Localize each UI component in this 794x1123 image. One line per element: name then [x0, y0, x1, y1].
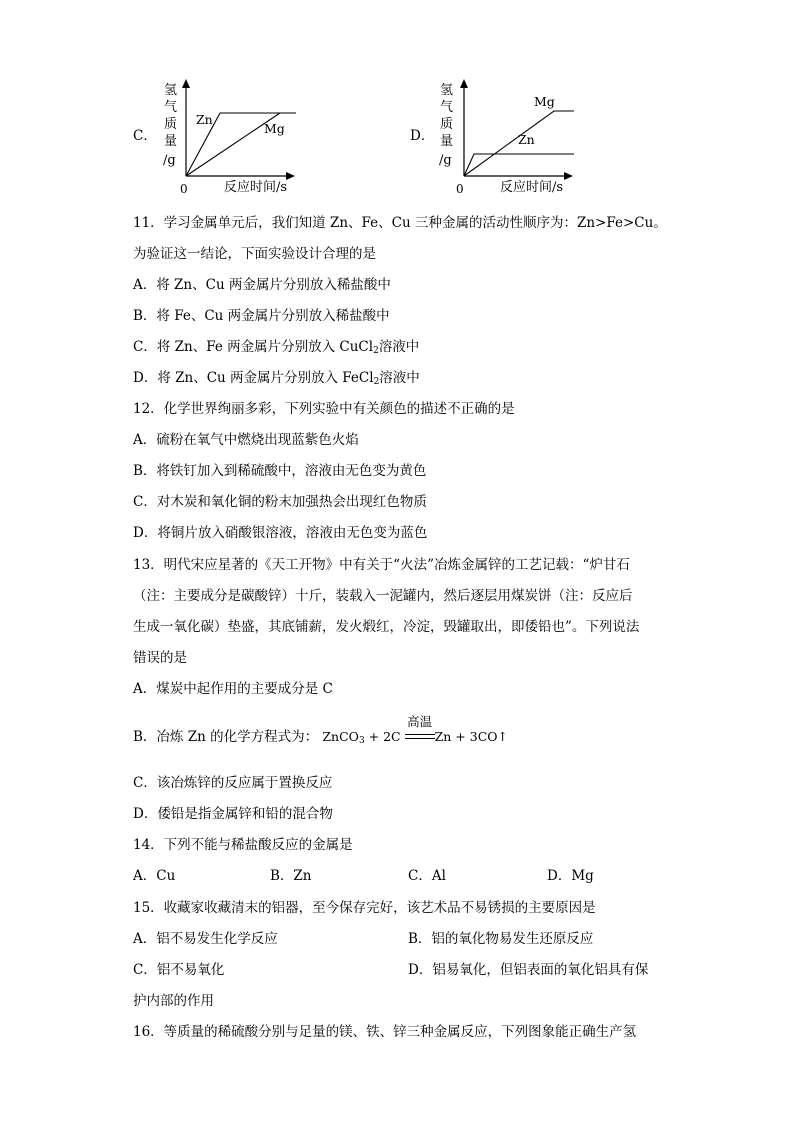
graph-d-option-label: D．: [410, 128, 435, 144]
q11-option-d-text: D．将 Zn、Cu 两金属片分别放入 FeCl: [133, 370, 374, 386]
eq-double-line: [405, 734, 435, 739]
q11-stem-1: 11．学习金属单元后，我们知道 Zn、Fe、Cu 三种金属的活动性顺序为：Zn>Fe>Cu。: [133, 215, 667, 231]
graph-d-ylabel-4: 量: [440, 134, 454, 149]
q11-option-c-post: 溶液中: [378, 339, 420, 355]
eq-condition: 高温: [407, 713, 433, 729]
graph-d-x-arrow: [564, 172, 573, 180]
q11-option-d: [133, 368, 420, 392]
q13-stem-1: 13．明代宋应星著的《天工开物》中有关于“火法”冶炼金属锌的工艺记载：“炉甘石: [133, 557, 630, 573]
q15-stem: 15．收藏家收藏清末的铝器，至今保存完好，该艺术品不易锈损的主要原因是: [133, 900, 596, 916]
graph-d-y-arrow: [460, 79, 468, 88]
q11-option-d-post: 溶液中: [379, 370, 420, 386]
graph-d-ylabel-3: 质: [440, 117, 454, 132]
eq-plus: + 2C: [364, 729, 401, 744]
graph-c-xlabel: 反应时间/s: [224, 180, 288, 195]
q13-option-b: [133, 713, 508, 751]
chemical-equation: [322, 713, 508, 746]
graph-c-svg: [130, 76, 320, 196]
eq-right: Zn + 3CO↑: [434, 729, 508, 744]
graph-d-ylabel-2: 气: [440, 100, 454, 115]
graph-d-line-zn: [464, 154, 574, 176]
q16-stem: 16．等质量的稀硫酸分别与足量的镁、铁、锌三种金属反应，下列图象能正确生产氢: [133, 1024, 637, 1040]
q11-stem-2: 为验证这一结论，下面实验设计合理的是: [133, 246, 376, 262]
graph-c-x-arrow: [286, 172, 295, 180]
eq-left: ZnCO: [322, 729, 359, 744]
q13-stem-2: （注：主要成分是碳酸锌）十斤，装载入一泥罐内，然后逐层用煤炭饼（注：反应后: [133, 588, 633, 604]
q15-option-d-line2: 护内部的作用: [133, 993, 214, 1009]
graph-c-ylabel-1: 氢: [164, 83, 178, 98]
eq-condition-arrow: [405, 713, 435, 745]
q14-option-c: C．Al: [408, 868, 446, 884]
q15-option-b: B．铝的氧化物易发生还原反应: [408, 931, 594, 947]
graph-c-ylabel-5: /g: [163, 153, 176, 168]
graph-d-ylabel-1: 氢: [440, 83, 454, 98]
graph-d-label-zn: Zn: [518, 132, 535, 147]
eq-sub: 3: [358, 736, 365, 746]
graph-option-d: [408, 76, 598, 196]
q12-option-b: B．将铁钉加入到稀硫酸中，溶液由无色变为黄色: [133, 463, 427, 479]
q11-option-c-text: C．将 Zn、Fe 两金属片分别放入 CuCl: [133, 339, 374, 355]
q11-option-a: A．将 Zn、Cu 两金属片分别放入稀盐酸中: [133, 277, 391, 293]
q11-option-c: [133, 337, 419, 361]
q13-option-d: D．倭铅是指金属锌和铅的混合物: [133, 806, 333, 822]
graph-c-ylabel-2: 气: [164, 100, 178, 115]
q15-option-c: C．铝不易氧化: [133, 962, 225, 978]
q14-option-a: A．Cu: [133, 868, 176, 884]
q12-stem: 12．化学世界绚丽多彩，下列实验中有关颜色的描述不正确的是: [133, 401, 515, 417]
q12-option-d: D．将铜片放入硝酸银溶液，溶液由无色变为蓝色: [133, 525, 428, 541]
graph-c-label-mg: Mg: [264, 121, 285, 136]
q11-option-c-sub: 2: [373, 346, 379, 356]
q13-option-a: A．煤炭中起作用的主要成分是 C: [133, 681, 333, 697]
q11-option-d-sub: 2: [373, 377, 380, 387]
q13-stem-4: 错误的是: [133, 650, 187, 666]
q15-option-a: A．铝不易发生化学反应: [133, 931, 278, 947]
q12-option-a: A．硫粉在氧气中燃烧出现蓝紫色火焰: [133, 432, 359, 448]
graph-d-svg: [408, 76, 598, 196]
q15-option-d-line1: D．铝易氧化，但铝表面的氧化铝具有保: [408, 962, 649, 978]
graph-c-option-label: C．: [133, 128, 157, 144]
graph-c-ylabel-3: 质: [164, 117, 178, 132]
q13-option-c: C．该冶炼锌的反应属于置换反应: [133, 775, 333, 791]
graph-c-label-zn: Zn: [196, 112, 213, 127]
graph-c-origin: 0: [180, 182, 188, 196]
q13-option-b-text: B．冶炼 Zn 的化学方程式为：: [133, 729, 319, 745]
graph-d-origin: 0: [456, 182, 464, 196]
graph-d-xlabel: 反应时间/s: [500, 180, 564, 195]
graph-option-c: [130, 76, 320, 196]
graph-d-ylabel-5: /g: [439, 153, 452, 168]
q12-option-c: C．对木炭和氧化铜的粉末加强热会出现红色物质: [133, 494, 427, 510]
graph-c-ylabel-4: 量: [164, 134, 178, 149]
graph-d-label-mg: Mg: [534, 94, 555, 109]
graph-c-y-arrow: [182, 79, 190, 88]
q14-option-b: B．Zn: [270, 868, 312, 884]
q11-option-b: B．将 Fe、Cu 两金属片分别放入稀盐酸中: [133, 308, 390, 324]
q14-option-d: D．Mg: [547, 868, 594, 884]
q13-stem-3: 生成一氧化碳）垫盛，其底铺薪，发火煅红，冷淀，毁罐取出，即倭铅也”。下列说法: [133, 619, 640, 635]
q14-stem: 14．下列不能与稀盐酸反应的金属是: [133, 837, 353, 853]
